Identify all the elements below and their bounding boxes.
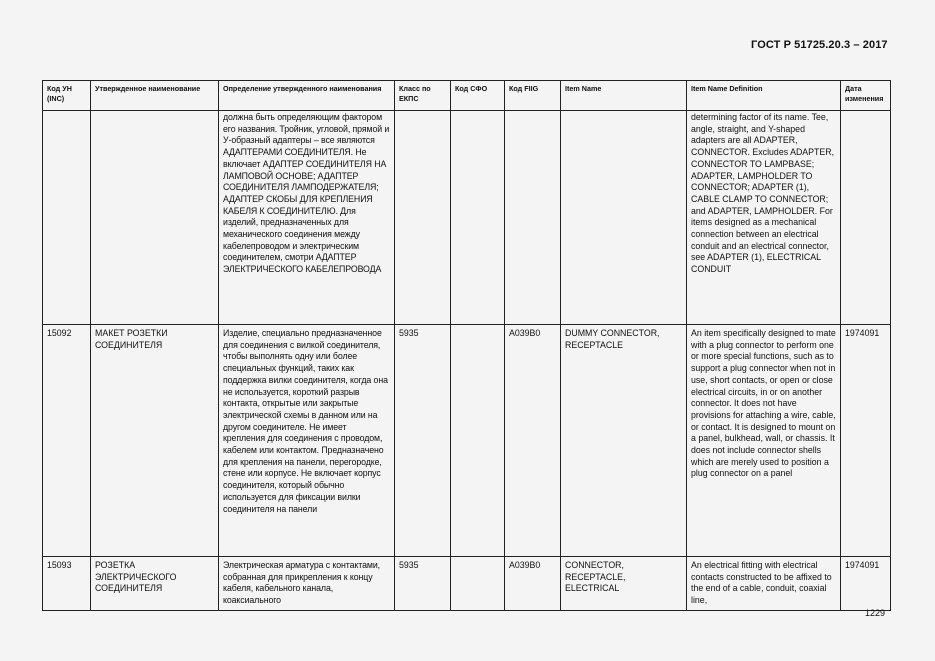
cell-item-name <box>561 111 687 325</box>
col-header-definition: Определение утвержденного наименования <box>219 81 395 111</box>
cell-fiig-code: A039B0 <box>505 325 561 557</box>
cell-approved-name: МАКЕТ РОЗЕТКИ СОЕДИНИТЕЛЯ <box>91 325 219 557</box>
cell-item-name-definition: An item specifically designed to mate with a plug connector to perform one or more special functions, such as to support a plug connector when not in use, short contacts, or open or close electrical circuits, in or on another connector. It does not have provisions for attaching a wire, cable, or contact. It is designed to mount on a panel, bulkhead, wall, or chassis. It does not include connector shells which are merely used to position a plug connector on a panel <box>687 325 841 557</box>
col-header-fiig-code: Код FIIG <box>505 81 561 111</box>
cell-change-date: 1974091 <box>841 325 891 557</box>
col-header-item-name-definition: Item Name Definition <box>687 81 841 111</box>
cell-ekps-class: 5935 <box>395 325 451 557</box>
col-header-ekps-class: Класс по ЕКПС <box>395 81 451 111</box>
col-header-item-name: Item Name <box>561 81 687 111</box>
document-code: ГОСТ Р 51725.20.3 – 2017 <box>751 39 888 51</box>
cell-definition: Электрическая арматура с контактами, собранная для прикрепления к концу кабеля, кабельного канала, коаксиального <box>219 557 395 611</box>
table-header-row <box>43 81 891 111</box>
cell-fiig-code <box>505 111 561 325</box>
cell-fiig-code: A039B0 <box>505 557 561 611</box>
cell-definition: должна быть определяющим фактором его названия. Тройник, угловой, прямой и У-образный адаптеры – все являются АДАПТЕРАМИ СОЕДИНИТЕЛЯ. Не включает АДАПТЕР СОЕДИНИТЕЛЯ НА ЛАМПОВОЙ ОСНОВЕ; АДАПТЕР СОЕДИНИТЕЛЯ ЛАМПОДЕРЖАТЕЛЯ; АДАПТЕР СКОБЫ ДЛЯ КРЕПЛЕНИЯ КАБЕЛЯ К СОЕДИНИТЕЛЮ. Для изделий, предназначенных для механического соединения между кабелепроводом и электрическим соединителем, смотри АДАПТЕР ЭЛЕКТРИЧЕСКОГО КАБЕЛЕПРОВОДА <box>219 111 395 325</box>
cell-change-date: 1974091 <box>841 557 891 611</box>
cell-ekps-class: 5935 <box>395 557 451 611</box>
cell-inc: 15093 <box>43 557 91 611</box>
col-header-inc: Код УН (INC) <box>43 81 91 111</box>
col-header-approved-name: Утвержденное наименование <box>91 81 219 111</box>
col-header-sfo-code: Код СФО <box>451 81 505 111</box>
cell-sfo-code <box>451 111 505 325</box>
cell-approved-name: РОЗЕТКА ЭЛЕКТРИЧЕСКОГО СОЕДИНИТЕЛЯ <box>91 557 219 611</box>
item-name-table <box>42 80 891 611</box>
cell-item-name: DUMMY CONNECTOR, RECEPTACLE <box>561 325 687 557</box>
table-row <box>43 557 891 611</box>
col-header-change-date: Дата изменения <box>841 81 891 111</box>
cell-change-date <box>841 111 891 325</box>
cell-item-name: CONNECTOR, RECEPTACLE, ELECTRICAL <box>561 557 687 611</box>
table-row <box>43 111 891 325</box>
table-row <box>43 325 891 557</box>
cell-approved-name <box>91 111 219 325</box>
page-number: 1229 <box>865 608 886 618</box>
cell-sfo-code <box>451 325 505 557</box>
cell-item-name-definition: determining factor of its name. Tee, angle, straight, and Y-shaped adapters are all ADAPTER, CONNECTOR. Excludes ADAPTER, CONNECTOR TO LAMPBASE; ADAPTER, LAMPHOLDER TO CONNECTOR; ADAPTER (1), CABLE CLAMP TO CONNECTOR; and ADAPTER, LAMPHOLDER. For items designed as a mechanical connection between an electrical conduit and an electrical connector, see ADAPTER (1), ELECTRICAL CONDUIT <box>687 111 841 325</box>
cell-inc <box>43 111 91 325</box>
cell-sfo-code <box>451 557 505 611</box>
cell-ekps-class <box>395 111 451 325</box>
cell-inc: 15092 <box>43 325 91 557</box>
cell-definition: Изделие, специально предназначенное для соединения с вилкой соединителя, чтобы выполнять одну или более специальных функций, таких как поддержка вилки соединителя, когда она не используется, короткий разрыв контакта, открытые или закрытые электрической схемы в данном или на другом соединителе. Не имеет крепления для соединения с проводом, кабелем или контактом. Предназначено для крепления на панели, перегородке, стене или корпусе. Не включает корпус соединителя, который обычно используется для фиксации вилки соединителя на панели <box>219 325 395 557</box>
cell-item-name-definition: An electrical fitting with electrical contacts constructed to be affixed to the end of a cable, conduit, coaxial line, <box>687 557 841 611</box>
